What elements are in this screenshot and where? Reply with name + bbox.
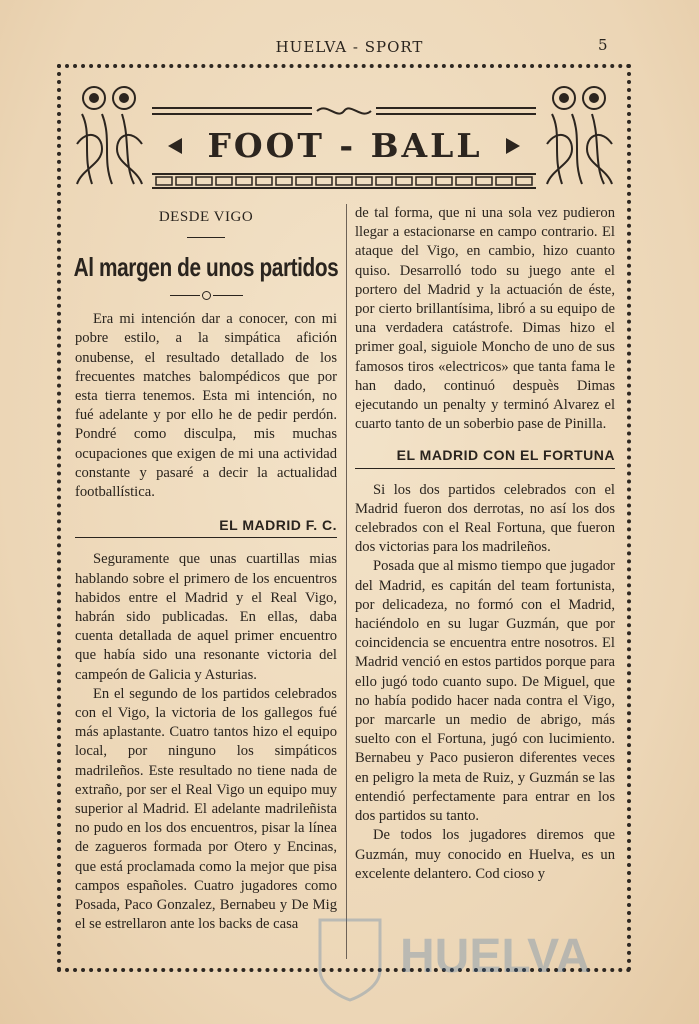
section1-paragraph-2: En el segundo de los partidos celebrados con el Vigo, la victoria de los gallegos fué más aplastante. Cuatro tantos hizo el equipo local, por ninguno los simpáticos madrileños. Este resultado no tiene nada de extraño, por ser el Real Vigo un equipo muy superior al Madrid. El adelante madrileñista no pudo en los dos encuentros, pisar la línea de zagueros formada por Otero y Encinas, que está proclamada como la mejor que pisa campos españoles. Cuatro jugadores como Posada, Paco Gonzalez, Bernabeu y De Mig el se estrellaron ante los backs de casa — [75, 685, 337, 933]
short-rule — [187, 237, 225, 238]
column-divider — [346, 204, 347, 959]
section2-paragraph-2: Posada que al mismo tiempo que jugador del Madrid, es capitán del team fortunista, por delicadeza, no formó con el Madrid, haciéndolo en su lugar Guzmán, que por coincidencia se encuentra entre nosotros. El Madrid venció en estos partidos porque para ello jugó todo cuanto supo. De Miguel, que no había podido hacer nada contra el Vigo, por marcarle un medio de abrigo, más suelto con el Fortuna, jugó con lucimiento. Bernabeu y Paco pusieron diferentes veces en peligro la meta de Ruiz, y Guzmán se las entendió perfectamente para entrar en los dos partidos su tanto. — [355, 558, 615, 825]
section1-paragraph-2-continued: de tal forma, que ni una sola vez pudieron llegar a estacionarse en campo contrario. El ataque del Vigo, en cambio, hizo cuanto quiso. Desarrolló todo su juego ante el portero del Madrid y la actuación de éste, por cierto brillantísima, libró a su equipo de una verdadera catástrofe. Dimas hizo el primer goal, siguiole Moncho de uno de sus famosos tiros «electricos» que tanta fama le han dado, continuó despuès Dimas ejecutando un penalty y terminó Alvarez el cuarto tanto de un soberbio pase de Pinilla. — [355, 205, 615, 433]
archive-watermark — [300, 900, 620, 1010]
section-heading-madrid: EL MADRID F. C. — [75, 516, 337, 538]
section-heading-fortuna: EL MADRID CON EL FORTUNA — [355, 446, 615, 468]
intro-paragraph: Era mi intención dar a conocer, con mi pobre estilo, a la simpática afición onubense, el resultado detallado de los frecuentes matches balompédicos que por esta tierra tenemos. Esta mi intención, no fué adelante y por ello he de pedir perdón. Pondré como disculpa, mis muchas ocupaciones que exigen de mi una actividad constante y pasaré a decir la actualidad footballística. — [75, 311, 337, 501]
page-number: 5 — [598, 36, 608, 54]
ornament-divider — [75, 288, 337, 300]
dateline: DESDE VIGO — [158, 209, 254, 225]
left-column — [75, 204, 337, 935]
running-head: HUELVA - SPORT — [275, 38, 424, 56]
section1-paragraph-1: Seguramente que unas cuartillas mias hablando sobre el primero de los encuentros habidos entre el Madrid y el Real Vigo, habrán sido publicadas. En ellas, daba cuenta detallada de aquel primer encuentro que había sido una resonante victoria del campeón de Galicia y Asturias. — [75, 551, 337, 683]
section2-paragraph-3: De todos los jugadores diremos que Guzmán, muy conocido en Huelva, es un excelente delantero. Cod cioso y — [355, 827, 615, 882]
section-banner-title: FOOT - BALL — [207, 126, 483, 165]
right-column — [355, 204, 615, 884]
section2-paragraph-1: Si los dos partidos celebrados con el Madrid fueron dos derrotas, no así los dos celebrados con el Real Fortuna, que fueron dos victorias para los madrileños. — [355, 481, 615, 556]
article-headline: Al margen de unos partidos — [73, 252, 339, 283]
watermark-text: HUELVA — [400, 930, 591, 983]
